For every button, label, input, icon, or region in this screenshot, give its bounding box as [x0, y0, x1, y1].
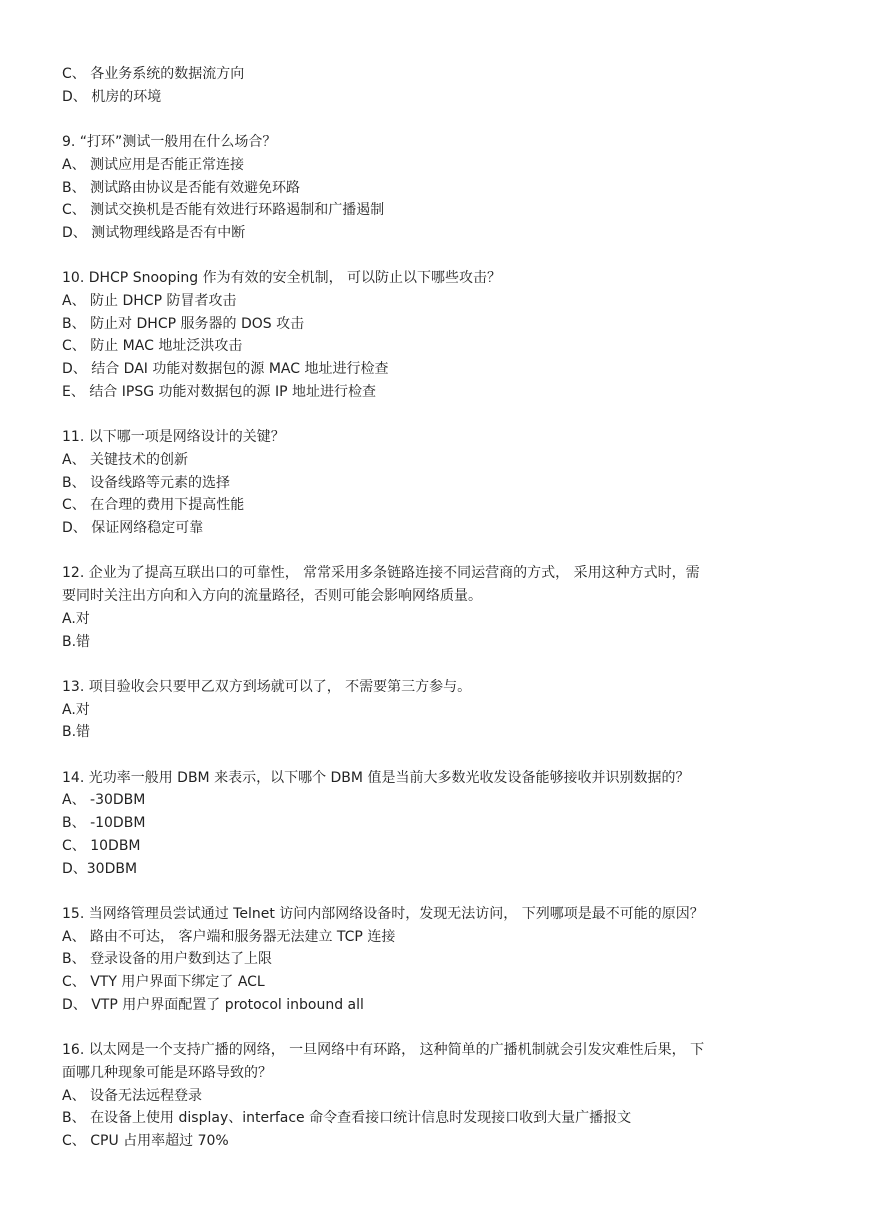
option-line: B.错: [62, 724, 91, 741]
question-9-stem: 9. “打环”测试一般用在什么场合？: [62, 134, 277, 151]
option-line: A、 -30DBM: [62, 792, 146, 809]
question-13-stem: 13. 项目验收会只要甲乙双方到场就可以了， 不需要第三方参与。: [62, 678, 472, 695]
option-line: A、 设备无法远程登录: [62, 1087, 203, 1104]
option-line: A.对: [62, 610, 90, 627]
option-line: B、 登录设备的用户数到达了上限: [62, 951, 273, 968]
option-line: B、 防止对 DHCP 服务器的 DOS 攻击: [62, 315, 305, 332]
option-line: C、 CPU 占用率超过 70%: [62, 1132, 229, 1149]
option-line: D、30DBM: [62, 860, 138, 877]
question-11-stem: 11. 以下哪一项是网络设计的关键？: [62, 429, 285, 446]
option-line: C、 VTY 用户界面下绑定了 ACL: [62, 974, 265, 991]
option-line: D、 保证网络稳定可靠: [62, 520, 204, 537]
option-line: D、 测试物理线路是否有中断: [62, 224, 246, 241]
option-line: C、 测试交换机是否能有效进行环路遏制和广播遏制: [62, 202, 385, 219]
option-line: B、 测试路由协议是否能有效避免环路: [62, 179, 301, 196]
option-line: A、 关键技术的创新: [62, 451, 189, 468]
option-line: B、 在设备上使用 display、interface 命令查看接口统计信息时发现接口收到大量广播报文: [62, 1110, 632, 1127]
option-line: B、 -10DBM: [62, 815, 146, 832]
option-line: A、 防止 DHCP 防冒者攻击: [62, 293, 237, 309]
option-line: A.对: [62, 701, 90, 718]
option-line: A、 测试应用是否能正常连接: [62, 156, 245, 173]
question-16-stem-line-1: 16. 以太网是一个支持广播的网络， 一旦网络中有环路， 这种简单的广播机制就会引发灾难性后果， 下: [62, 1042, 705, 1059]
option-line: B、 设备线路等元素的选择: [62, 474, 231, 491]
option-line: A、 路由不可达， 客户端和服务器无法建立 TCP 连接: [62, 928, 396, 945]
document-content: [62, 63, 822, 1153]
question-16-stem-line-2: 面哪几种现象可能是环路导致的？: [62, 1064, 272, 1081]
option-line: E、 结合 IPSG 功能对数据包的源 IP 地址进行检查: [62, 383, 376, 400]
option-line: D、 VTP 用户界面配置了 protocol inbound all: [62, 996, 364, 1013]
option-line: C、 各业务系统的数据流方向: [62, 66, 245, 82]
question-14-stem: 14. 光功率一般用 DBM 来表示，以下哪个 DBM 值是当前大多数光收发设备能够接收并识别数据的？: [62, 769, 690, 786]
question-12-stem-line-2: 要同时关注出方向和入方向的流量路径，否则可能会影响网络质量。: [62, 588, 482, 605]
option-line: C、 在合理的费用下提高性能: [62, 497, 245, 514]
question-10-stem: 10. DHCP Snooping 作为有效的安全机制， 可以防止以下哪些攻击？: [62, 270, 502, 287]
question-12-stem-line-1: 12. 企业为了提高互联出口的可靠性， 常常采用多条链路连接不同运营商的方式， 采用这种方式时，需: [62, 565, 700, 582]
option-line: C、 防止 MAC 地址泛洪攻击: [62, 338, 243, 355]
question-15-stem: 15. 当网络管理员尝试通过 Telnet 访问内部网络设备时，发现无法访问， 下列哪项是最不可能的原因？: [62, 905, 704, 922]
option-line: D、 机房的环境: [62, 88, 162, 105]
option-line: C、 10DBM: [62, 837, 141, 854]
option-line: D、 结合 DAI 功能对数据包的源 MAC 地址进行检查: [62, 361, 389, 378]
option-line: B.错: [62, 633, 91, 650]
